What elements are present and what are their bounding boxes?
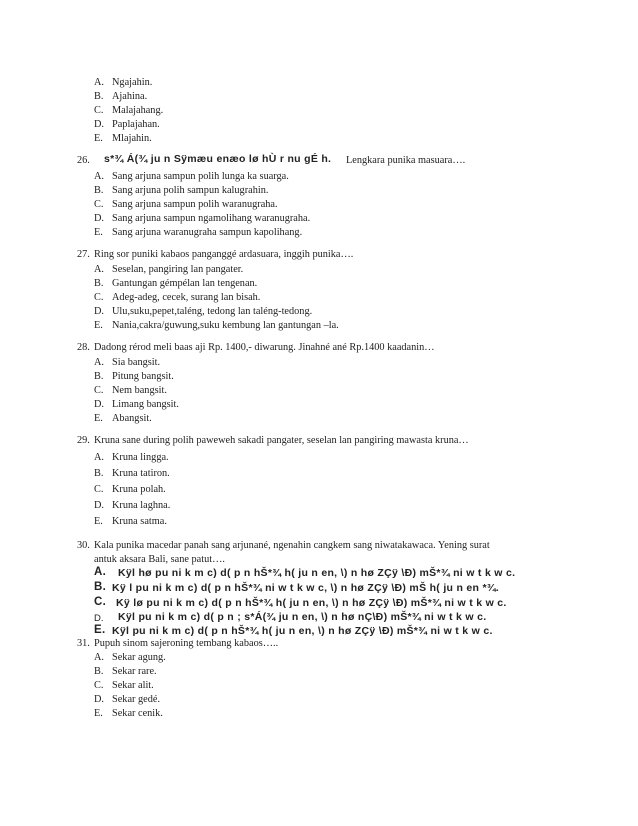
option-letter: D.	[94, 213, 105, 224]
option-text: Sang arjuna sampun polih waranugraha.	[112, 199, 278, 210]
balinese-script-text: s*¾ Á(¾ ju n Sÿmæu enæo lø hÙ r nu gÉ h.	[104, 153, 332, 165]
option-text: Sekar agung.	[112, 652, 166, 663]
option-text: Nem bangsit.	[112, 385, 167, 396]
question-text: Lengkara punika masuara….	[346, 155, 466, 166]
option-text: Sekar gedé.	[112, 694, 161, 705]
option-letter: E.	[94, 516, 103, 527]
option-text: Kruna laghna.	[112, 500, 171, 511]
option-text: Nania,cakra/guwung,suku kembung lan gantungan –la.	[112, 320, 339, 331]
question-number: 27.	[77, 249, 90, 260]
option-text: Sekar rare.	[112, 666, 157, 677]
option-letter: B.	[94, 91, 104, 102]
option-letter: A.	[94, 171, 105, 182]
option-letter: D.	[94, 613, 104, 624]
option-letter: E.	[94, 708, 103, 719]
option-text: Limang bangsit.	[112, 399, 179, 410]
question-number: 28.	[77, 342, 90, 353]
option-letter: D.	[94, 694, 105, 705]
option-letter: E.	[94, 227, 103, 238]
balinese-option-text: Kÿ lø pu ni k m c) d( p n hŠ*¾ h( ju n en, \) n hø ZÇÿ \Ð) mŠ*¾ ni w t k w c.	[116, 597, 507, 609]
question-text: Dadong rérod meli baas aji Rp. 1400,- diwarung. Jinahné ané Rp.1400 kaadanin…	[94, 342, 435, 353]
option-letter: B.	[94, 278, 104, 289]
option-text: Ulu,suku,pepet,taléng, tedong lan taléng-tedong.	[112, 306, 313, 317]
option-letter: B.	[94, 371, 104, 382]
question-text-line2: antuk aksara Bali, sane patut….	[94, 554, 225, 565]
option-text: Kruna satma.	[112, 516, 167, 527]
option-letter: B.	[94, 581, 107, 593]
balinese-option-text: Kÿl pu ni k m c) d( p n hŠ*¾ h( ju n en, \) n hø ZÇÿ \Ð) mŠ*¾ ni w t k w c.	[112, 625, 493, 637]
option-letter: E.	[94, 413, 103, 424]
option-text: Kruna lingga.	[112, 452, 169, 463]
option-text: Kruna polah.	[112, 484, 166, 495]
question-text: Kruna sane during polih paweweh sakadi pangater, seselan lan pangiring mawasta kruna…	[94, 435, 469, 446]
option-text: Sang arjuna waranugraha sampun kapolihang.	[112, 227, 303, 238]
option-text: Ajahina.	[112, 91, 148, 102]
option-letter: D.	[94, 119, 105, 130]
option-text: Sekar alit.	[112, 680, 154, 691]
balinese-option-text: Kÿ l pu ni k m c) d( p n hŠ*¾ ni w t k w c, \) n hø ZÇÿ \Ð) mŠ h( ju n en *¾.	[112, 582, 500, 594]
option-letter: E.	[94, 320, 103, 331]
option-letter: B.	[94, 468, 104, 479]
option-text: Sekar cenik.	[112, 708, 163, 719]
option-letter: D.	[94, 399, 105, 410]
option-letter: B.	[94, 666, 104, 677]
question-number: 26.	[77, 155, 90, 166]
option-text: Pitung bangsit.	[112, 371, 174, 382]
option-text: Sang arjuna sampun polih lunga ka suarga.	[112, 171, 289, 182]
option-text: Malajahang.	[112, 105, 164, 116]
option-letter: A.	[94, 652, 105, 663]
option-text: Sang arjuna sampun ngamolihang waranugraha.	[112, 213, 311, 224]
question-text: Ring sor puniki kabaos panganggé ardasuara, inggih punika….	[94, 249, 354, 260]
option-letter: C.	[94, 484, 104, 495]
option-text: Abangsit.	[112, 413, 152, 424]
option-letter: B.	[94, 185, 104, 196]
option-letter: A.	[94, 452, 105, 463]
option-text: Kruna tatiron.	[112, 468, 170, 479]
question-text-line1: Kala punika macedar panah sang arjunané, ngenahin cangkem sang niwatakawaca. Yening surat	[94, 540, 490, 551]
option-letter: C.	[94, 199, 104, 210]
option-text: Paplajahan.	[112, 119, 160, 130]
question-number: 30.	[77, 540, 90, 551]
option-text: Mlajahin.	[112, 133, 152, 144]
option-text: Adeg-adeg, cecek, surang lan bisah.	[112, 292, 261, 303]
option-letter: C.	[94, 385, 104, 396]
option-letter: C.	[94, 596, 107, 608]
option-letter: A.	[94, 77, 105, 88]
option-letter: D.	[94, 500, 105, 511]
option-text: Seselan, pangiring lan pangater.	[112, 264, 244, 275]
balinese-option-text: Kÿl pu ni k m c) d( p n ; s*Á(¾ ju n en, \) n hø nÇ\Ð) mŠ*¾ ni w t k w c.	[118, 611, 487, 623]
option-letter: E.	[94, 133, 103, 144]
question-number: 31.	[77, 638, 90, 649]
option-letter: A.	[94, 566, 107, 578]
option-letter: C.	[94, 105, 104, 116]
option-letter: D.	[94, 306, 105, 317]
option-letter: A.	[94, 264, 105, 275]
question-text: Pupuh sinom sajeroning tembang kabaos…..	[94, 638, 279, 649]
question-number: 29.	[77, 435, 90, 446]
option-text: Gantungan gémpélan lan tengenan.	[112, 278, 258, 289]
option-letter: A.	[94, 357, 105, 368]
option-letter: C.	[94, 292, 104, 303]
option-text: Sia bangsit.	[112, 357, 161, 368]
option-letter: E.	[94, 624, 106, 636]
option-letter: C.	[94, 680, 104, 691]
option-text: Sang arjuna polih sampun kalugrahin.	[112, 185, 269, 196]
balinese-option-text: Kÿl hø pu ni k m c) d( p n hŠ*¾ h( ju n en, \) n hø ZÇÿ \Ð) mŠ*¾ ni w t k w c.	[118, 567, 516, 579]
option-text: Ngajahin.	[112, 77, 153, 88]
